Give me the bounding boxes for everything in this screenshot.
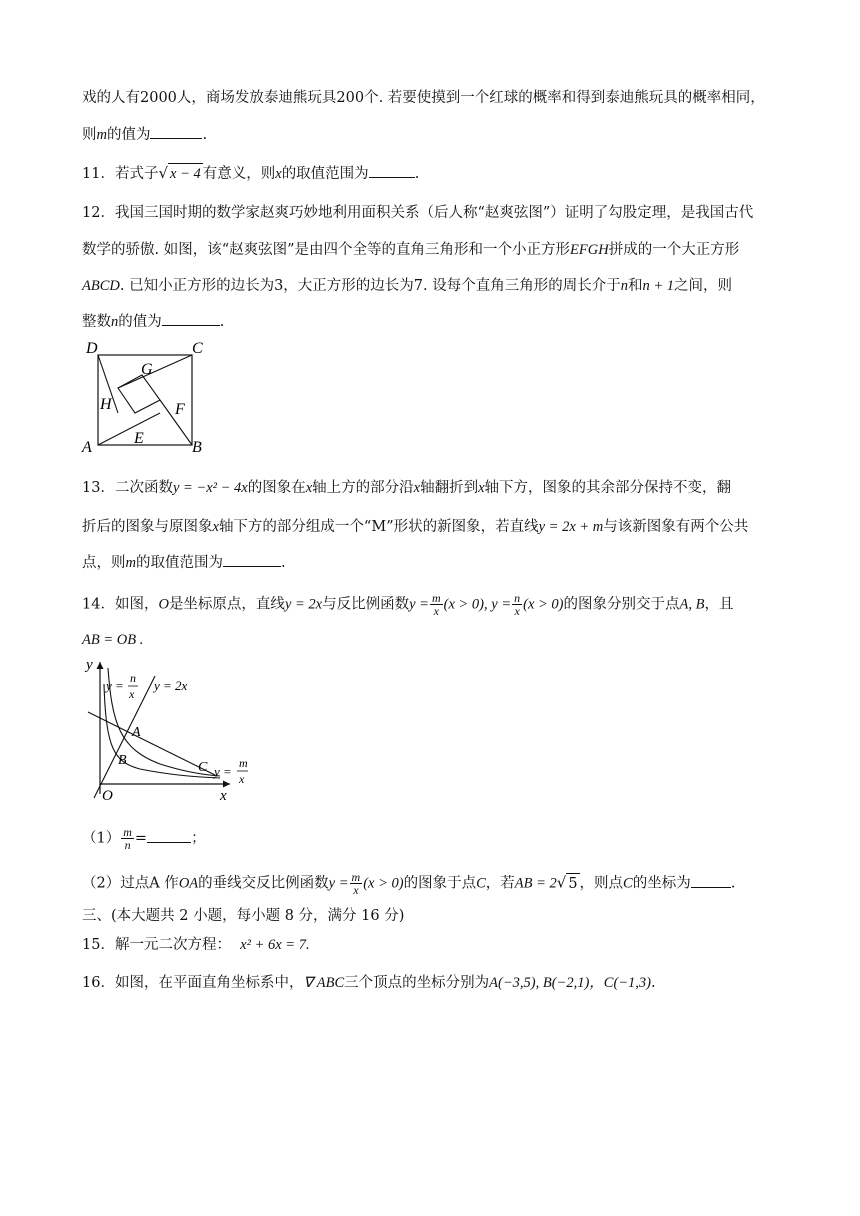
- answer-blank: [223, 552, 281, 567]
- q12-line2: 数学的骄傲. 如图，该“赵爽弦图”是由四个全等的直角三角形和一个小正方形EFGH拼成的一个大正方形: [82, 242, 740, 258]
- fraction: $\frac{m}{n}$: [123, 825, 132, 852]
- label-C: C: [192, 340, 203, 357]
- q14-line2: AB = OB .: [82, 632, 144, 648]
- label-O: O: [102, 788, 113, 804]
- label-F: F: [175, 401, 185, 418]
- fraction: $\frac{m}{x}$: [431, 591, 441, 618]
- label-A: A: [82, 439, 92, 455]
- answer-blank: [162, 311, 220, 326]
- small-square: [118, 375, 160, 413]
- q12-line1: 12．我国三国时期的数学家赵爽巧妙地利用面积关系（后人称“赵爽弦图”）证明了勾股定理，是我国古代: [82, 205, 754, 221]
- q12-line4: 整数n的值为 .: [82, 311, 782, 332]
- q14-line1: 14．如图，O是坐标原点，直线y = 2x与反比例函数y = $\frac{m}{x}$ (x > 0), y = $\frac{n}{x}$ (x > 0)的图象分别交于点A, B，且: [82, 591, 734, 618]
- svg-text:x: x: [129, 687, 135, 701]
- q16-line: 16．如图，在平面直角坐标系中，∇ ABC三个顶点的坐标分别为A(−3,5), B(−2,1)，C(−1,3).: [82, 975, 656, 991]
- label-H: H: [100, 396, 112, 413]
- label-C: C: [198, 760, 208, 775]
- label-B: B: [118, 753, 127, 768]
- svg-text:y =: y =: [106, 678, 124, 693]
- sqrt-sign-icon: √: [158, 164, 169, 182]
- sqrt-sign-icon: √: [556, 873, 567, 892]
- q13-line3: 点，则m的取值范围为 .: [82, 552, 782, 573]
- q11-line: 11．若式子√ x − 4 有意义，则x的取值范围为 .: [82, 164, 420, 182]
- label-B: B: [192, 439, 202, 455]
- label-x: x: [220, 788, 227, 804]
- label-D: D: [86, 340, 98, 357]
- q12-line3: ABCD. 已知小正方形的边长为3，大正方形的边长为7. 设每个直角三角形的周长介于n和n + 1之间，则: [82, 278, 733, 294]
- section-heading: 三、(本大题共 2 小题，每小题 8 分，满分 16 分): [82, 908, 405, 924]
- q10-line2: 则m的值为 .: [82, 124, 782, 145]
- label-A: A: [132, 725, 141, 740]
- label-G: G: [141, 361, 153, 378]
- q15-line: 15．解一元二次方程： x² + 6x = 7.: [82, 937, 310, 953]
- svg-text:n: n: [130, 671, 136, 685]
- fraction: $\frac{m}{x}$: [351, 870, 361, 897]
- q13-line1: 13．二次函数y = −x² − 4x的图象在x轴上方的部分沿x轴翻折到x轴下方，图象的其余部分保持不变，翻: [82, 480, 732, 496]
- svg-text:m: m: [239, 756, 248, 770]
- answer-blank: [147, 828, 191, 843]
- label-y-2x: y = 2x: [154, 678, 188, 693]
- answer-blank: [150, 124, 202, 139]
- svg-text:y =: y =: [214, 764, 232, 779]
- svg-text:x: x: [239, 772, 245, 786]
- q10-text: 戏的人有2000人，商场发放泰迪熊玩具200个. 若要使摸到一个红球的概率和得到泰迪熊玩具的概率相同，: [82, 90, 765, 106]
- q14-part2: （2）过点A 作OA的垂线交反比例函数y = $\frac{m}{x}$ (x > 0)的图象于点C，若AB = 2√ 5 ，则点C的坐标为 .: [82, 870, 736, 897]
- line-y-2x: [94, 676, 155, 798]
- q10-line1: [82, 88, 782, 108]
- fraction: $\frac{n}{x}$: [514, 591, 521, 618]
- answer-blank: [369, 163, 415, 178]
- label-y: y: [86, 657, 93, 673]
- q13-line2: 折后的图象与原图象x轴下方的部分组成一个“M”形状的新图象，若直线y = 2x + m与该新图象有两个公共: [82, 519, 749, 535]
- q14-graph-figure: [80, 654, 260, 804]
- answer-blank: [691, 873, 731, 888]
- q14-part1: （1） $\frac{m}{n}$ = ；: [82, 825, 206, 852]
- zhao-shuang-figure: [80, 335, 210, 455]
- label-E: E: [134, 430, 144, 447]
- perpendicular-line: [88, 712, 215, 775]
